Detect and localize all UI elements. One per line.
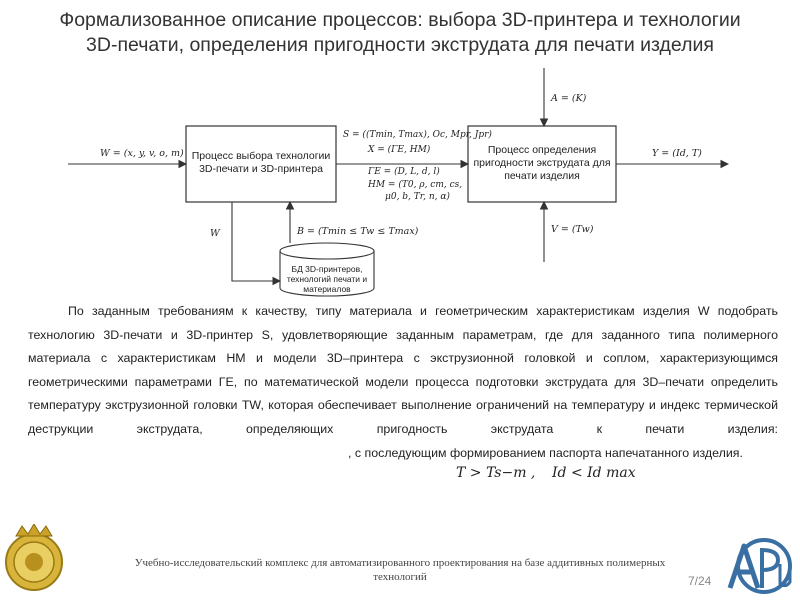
output-y-label: Y = (Id, T) — [652, 148, 702, 159]
param-hm: HM = (T0, ρ, cm, cs, — [368, 180, 463, 190]
inequality-index: Id < Id max — [552, 465, 636, 481]
w-small-label: W — [210, 228, 220, 239]
param-s: S = ((Tmin, Tmax), Oc, Mpr, Jpr) — [343, 130, 492, 140]
box-left-line-1: Процесс выбора технологии — [191, 150, 331, 162]
box-right-line-2: пригодности экструдата для — [473, 157, 611, 169]
param-hm2: μ0, b, Tr, n, α) — [385, 192, 450, 202]
box-right-text — [470, 144, 614, 183]
paragraph-text: По заданным требованиям к качеству, типу материала и геометрическим характеристикам изделия W подобрать технологию 3D-печати и 3D-принтер S, удовлетворяющие заданным параметрам, где для заданного типа полимерного материала с характеристикам HM и модели 3D–принтера с экструзионной головкой и соплом, характеризующимся геометрическими параметрами ΓE, по математической модели процесса подготовки экструдата для 3D–печати определить температуру экструзионной головки TW, которая обеспечивает выполнение ограничений на температуру и индекс термической деструкции экструдата, определяющих пригодность экструдата к печати изделия: — [28, 304, 778, 436]
param-ge: ΓE = (D, L, d, l) — [368, 167, 440, 177]
input-a-label: A = (K) — [551, 93, 587, 104]
database-line-2: технологий печати и — [286, 274, 368, 284]
inequality-temperature: T > Ts−m , — [456, 465, 536, 481]
apu-logo-icon — [726, 538, 796, 594]
box-right-line-3: печати изделия — [504, 170, 580, 182]
paragraph-tail: , с последующим формированием паспорта напечатанного изделия. — [348, 445, 743, 460]
param-x: X = (ΓE, HM) — [368, 145, 431, 155]
page-title-line-2: 3D-печати, определения пригодности экструдата для печати изделия — [86, 34, 714, 56]
b-label: B = (Tmin ≤ Tw ≤ Tmax) — [297, 226, 419, 237]
w-to-db-arrow — [232, 202, 280, 281]
footer-line-1: Учебно-исследовательский комплекс для автоматизированного проектирования на базе аддитивных полимерных — [134, 557, 666, 569]
footer — [70, 556, 730, 584]
page-number: 7/24 — [688, 574, 712, 588]
footer-line-2: технологий — [373, 571, 427, 583]
page-title-line-1: Формализованное описание процессов: выбора 3D-принтера и технологии — [59, 9, 741, 31]
database-line-3: материалов — [303, 284, 351, 294]
university-emblem-icon — [2, 524, 66, 598]
input-w-label: W = (x, y, v, o, m) — [100, 148, 184, 159]
box-left-line-2: 3D-печати и 3D-принтера — [199, 163, 323, 175]
box-right-line-1: Процесс определения — [487, 144, 597, 156]
database-line-1: БД 3D-принтеров, — [291, 264, 363, 274]
input-v-label: V = (Tw) — [551, 224, 594, 235]
box-left-text — [188, 150, 334, 176]
database-text — [282, 264, 372, 294]
description-paragraph — [28, 300, 778, 465]
